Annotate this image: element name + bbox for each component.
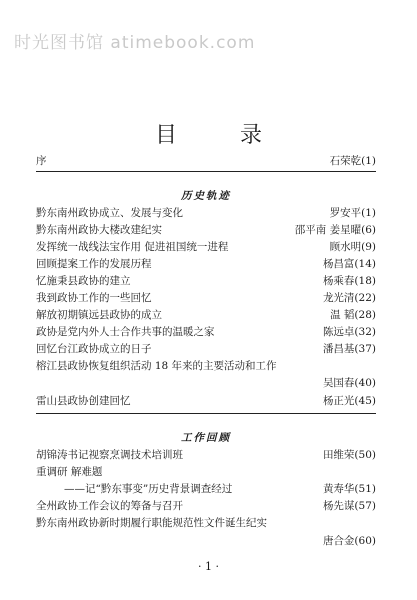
toc-entry[interactable] [36, 239, 376, 255]
entry-title: 我到政协工作的一些回忆 [36, 292, 152, 304]
toc-entry-continuation [36, 375, 376, 391]
entry-title: 黔东南州政协大楼改建纪实 [36, 224, 162, 236]
entry-author-page: 邵平南 姜星曜(6) [294, 224, 376, 236]
entry-author-page: 杨乘春(18) [322, 275, 376, 287]
toc-entry-preface[interactable] [36, 153, 376, 169]
entry-author-page: 杨先谋(57) [322, 500, 376, 512]
entry-author-page: 顾水明(9) [329, 241, 376, 253]
entry-author-page: 唐合金(60) [322, 535, 376, 547]
page-number: · 1 · [198, 560, 219, 573]
entry-author-page: 石荣乾(1) [329, 155, 376, 167]
toc-entry[interactable] [36, 393, 376, 409]
entry-title: 胡锦涛书记视察烹调技术培训班 [36, 449, 183, 461]
toc-entry-continuation [36, 533, 376, 549]
entry-author-page: 龙光清(22) [322, 292, 376, 304]
entry-title: 序 [36, 155, 47, 167]
divider [36, 171, 376, 172]
entry-title: 回忆台江政协成立的日子 [36, 343, 152, 355]
toc-entry[interactable] [36, 447, 376, 463]
entry-author-page: 田维荣(50) [322, 449, 376, 461]
entry-author-page: 温 韬(28) [330, 309, 376, 321]
entry-author-page: 潘昌基(37) [322, 343, 376, 355]
entry-title: 政协是党内外人士合作共事的温暖之家 [36, 326, 215, 338]
entry-title: 重调研 解难题 [36, 466, 103, 478]
toc-entry[interactable] [36, 205, 376, 221]
entry-author-page: 罗安平(1) [329, 207, 376, 219]
toc-entry[interactable] [36, 464, 376, 480]
entry-title: 全州政协工作会议的筹备与召开 [36, 500, 183, 512]
toc-entry-subtitle[interactable] [36, 481, 376, 497]
entry-title: 榕江县政协恢复组织活动 18 年来的主要活动和工作 [36, 360, 277, 372]
entry-author-page: 杨昌富(14) [322, 258, 376, 270]
toc-entry[interactable] [36, 307, 376, 323]
page-title: 目 录 [155, 123, 290, 148]
toc-entry[interactable] [36, 358, 376, 374]
toc-entry[interactable] [36, 222, 376, 238]
section-heading-history: 历史轨迹 [181, 190, 231, 202]
watermark: 时光图书馆 atimebook.com [14, 33, 256, 53]
toc-entry[interactable] [36, 515, 376, 531]
entry-author-page: 黄寿华(51) [322, 483, 376, 495]
divider [36, 413, 376, 414]
toc-entry[interactable] [36, 341, 376, 357]
entry-title: 解放初期镇远县政协的成立 [36, 309, 162, 321]
entry-author-page: 杨正光(45) [322, 395, 376, 407]
entry-title: 雷山县政协创建回忆 [36, 395, 131, 407]
toc-entry[interactable] [36, 498, 376, 514]
entry-title: 回顾提案工作的发展历程 [36, 258, 152, 270]
entry-title: 忆施秉县政协的建立 [36, 275, 131, 287]
section-heading-work-review: 工作回顾 [181, 432, 231, 444]
entry-title: 黔东南州政协成立、发展与变化 [36, 207, 183, 219]
entry-author-page: 陈远卓(32) [322, 326, 376, 338]
entry-title: 黔东南州政协新时期履行职能规范性文件诞生纪实 [36, 517, 267, 529]
entry-title: 发挥统一战线法宝作用 促进祖国统一进程 [36, 241, 229, 253]
toc-entry[interactable] [36, 273, 376, 289]
entry-subtitle: ——记“黔东事变”历史背景调查经过 [64, 483, 233, 495]
entry-author-page: 吴国春(40) [322, 377, 376, 389]
toc-entry[interactable] [36, 290, 376, 306]
table-of-contents [36, 0, 376, 600]
toc-entry[interactable] [36, 256, 376, 272]
toc-entry[interactable] [36, 324, 376, 340]
